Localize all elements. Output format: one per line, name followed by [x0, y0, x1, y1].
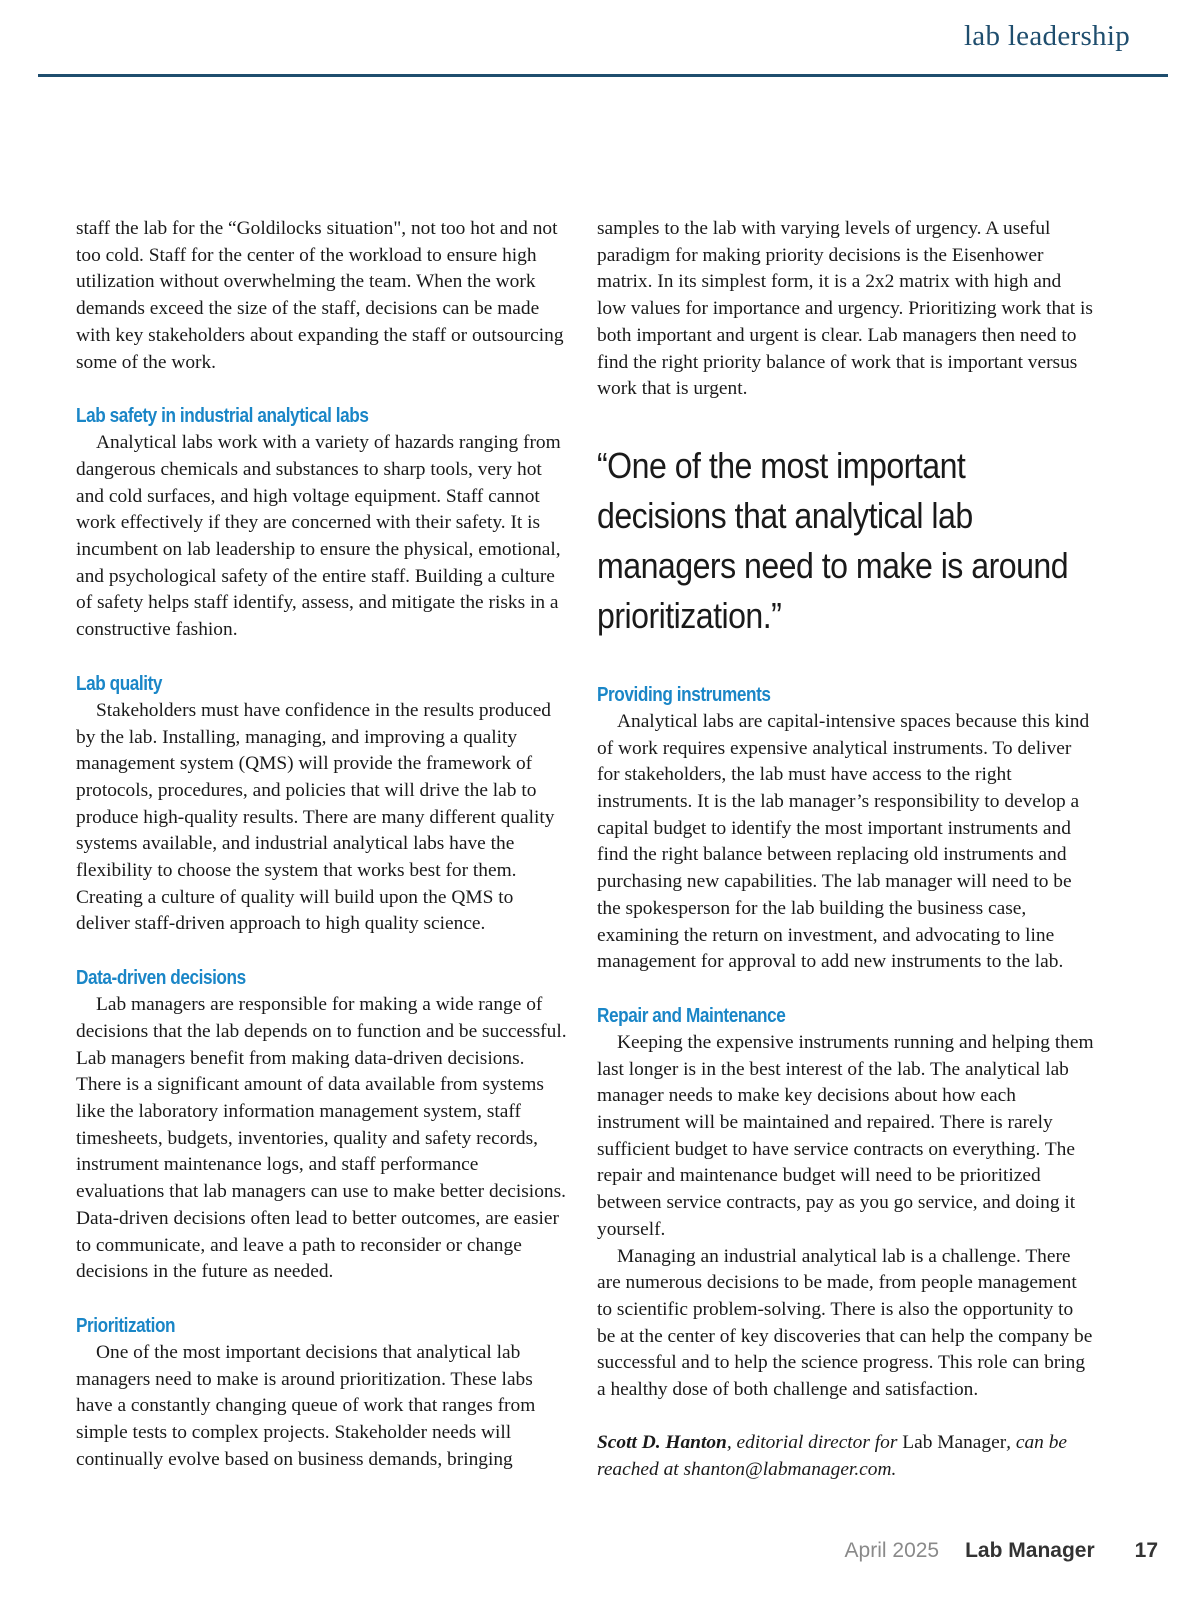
author-role: , editorial director for [726, 1431, 903, 1453]
page-footer [845, 1539, 1158, 1563]
right-intro-paragraph: samples to the lab with varying levels of urgency. A useful paradigm for making priority decisions is the Eisenhower matrix. In its simplest form, it is a 2x2 matrix with high and low values for importance and urgency. Prioritizing work that is both important and urgent is clear. Lab managers then need to find the right priority balance of work that is important versus work that is urgent. [597, 218, 1093, 400]
footer-page-number: 17 [1134, 1539, 1158, 1562]
heading-data-driven: Data-driven decisions [76, 967, 246, 990]
heading-lab-safety: Lab safety in industrial analytical labs [76, 405, 369, 428]
header-rule [38, 74, 1168, 77]
paragraph-conclusion: Managing an industrial analytical lab is a challenge. There are numerous decisions to be made, from people management to scientific problem-solving. There is also the opportunity to be at the center of key discoveries that can help the company be successful and to help the science progress. This role can bring a healthy dose of both challenge and satisfaction. [597, 1245, 1093, 1401]
right-column [597, 216, 1094, 1483]
heading-repair-maintenance: Repair and Maintenance [597, 1004, 786, 1027]
author-name: Scott D. Hanton [597, 1431, 727, 1453]
author-byline [597, 1430, 1094, 1483]
paragraph-prioritization: One of the most important decisions that analytical lab managers need to make is around prioritization. These labs have a constantly changing queue of work that ranges from simple tests to complex projects. Stakeholder needs will continually evolve based on business demands, bringing [76, 1341, 536, 1470]
paragraph-lab-safety: Analytical labs work with a variety of hazards ranging from dangerous chemicals and substances to sharp tools, very hot and cold surfaces, and high voltage equipment. Staff cannot work effectively if they are concerned with their safety. It is incumbent on lab leadership to ensure the physical, emotional, and psychological safety of the entire staff. Building a culture of safety helps staff identify, assess, and mitigate the risks in a constructive fashion. [76, 432, 561, 641]
pull-quote: “One of the most important decisions that analytical lab managers need to make is around prioritization.” [597, 444, 1069, 636]
heading-providing-instruments: Providing instruments [597, 683, 771, 706]
heading-prioritization: Prioritization [76, 1314, 176, 1337]
section-label: lab leadership [963, 20, 1130, 52]
footer-issue-date: April 2025 [844, 1539, 940, 1562]
paragraph-data-driven: Lab managers are responsible for making a wide range of decisions that the lab depends on to function and be successful. Lab managers benefit from making data-driven decisions. There is a significant amount of data available from systems like the laboratory information management system, staff timesheets, budgets, inventories, quality and safety records, instrument maintenance logs, and staff performance evaluations that lab managers can use to make better decisions. Data-driven decisions often lead to better outcomes, are easier to communicate, and leave a path to reconsider or change decisions in the future as needed. [76, 994, 567, 1283]
publication-name: Lab Manager [902, 1431, 1007, 1453]
heading-lab-quality: Lab quality [76, 672, 163, 695]
footer-magazine-name: Lab Manager [965, 1539, 1095, 1562]
left-column [76, 216, 568, 1473]
author-contact: , can be reached at shanton@labmanager.com. [597, 1431, 1067, 1480]
paragraph-providing-instruments: Analytical labs are capital-intensive spaces because this kind of work requires expensive analytical instruments. To deliver for stakeholders, the lab must have access to the right instruments. It is the lab manager’s responsibility to develop a capital budget to identify the most important instruments and find the right balance between replacing old instruments and purchasing new capabilities. The lab manager will need to be the spokesperson for the lab building the business case, examining the return on investment, and advocating to line management for approval to add new instruments to the lab. [597, 710, 1090, 973]
left-intro-paragraph: staff the lab for the “Goldilocks situation", not too hot and not too cold. Staff for the center of the workload to ensure high utilization without overwhelming the team. When the work demands exceed the size of the staff, decisions can be made with key stakeholders about expanding the staff or outsourcing some of the work. [76, 218, 564, 373]
paragraph-lab-quality: Stakeholders must have confidence in the results produced by the lab. Installing, managing, and improving a quality management system (QMS) will provide the framework of protocols, procedures, and policies that will drive the lab to produce high-quality results. There are many different quality systems available, and industrial analytical labs have the flexibility to choose the system that works best for them. Creating a culture of quality will build upon the QMS to deliver staff-driven approach to high quality science. [76, 699, 555, 935]
paragraph-repair-maintenance: Keeping the expensive instruments running and helping them last longer is in the best interest of the lab. The analytical lab manager needs to make key decisions about how each instrument will be maintained and repaired. There is rarely sufficient budget to have service contracts on everything. The repair and maintenance budget will need to be prioritized between service contracts, pay as you go service, and doing it yourself. [597, 1031, 1094, 1240]
